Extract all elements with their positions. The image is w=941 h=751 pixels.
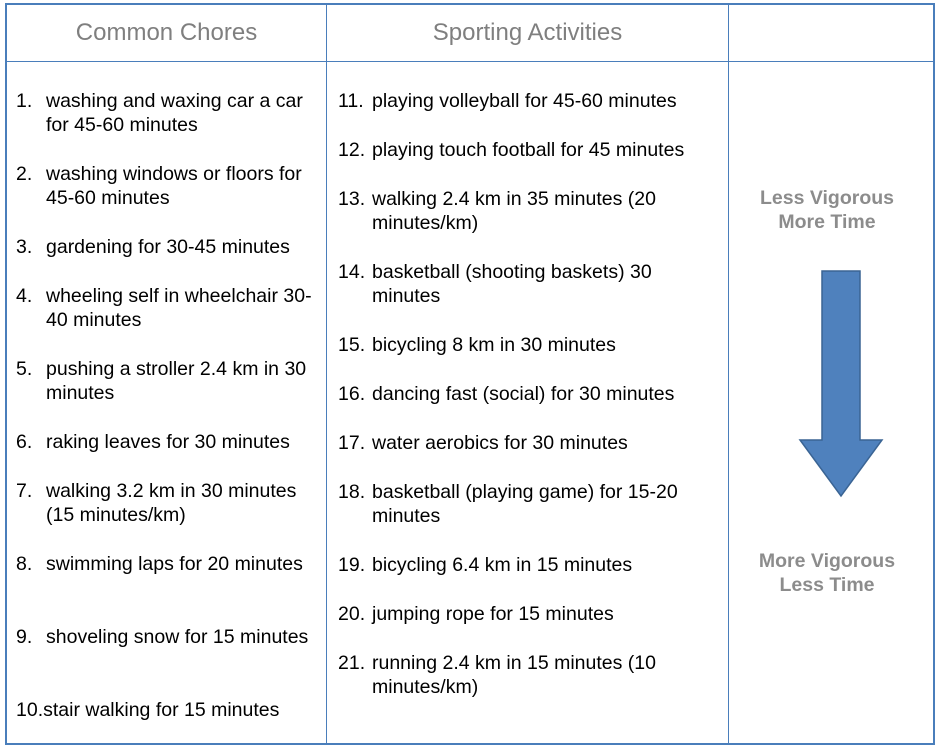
less-vigorous-label: Less Vigorous — [759, 187, 894, 209]
header-sporting-activities: Sporting Activities — [432, 19, 623, 46]
item-number: 19. — [338, 554, 366, 576]
column-divider — [728, 5, 729, 743]
item-text: wheeling self in wheelchair 30-40 minutes — [46, 285, 312, 331]
column-divider — [326, 5, 327, 743]
list-item — [16, 357, 316, 405]
list-item — [16, 162, 316, 210]
list-item — [338, 651, 692, 699]
item-number: 1. — [16, 90, 33, 112]
item-number: 5. — [16, 358, 33, 380]
list-item — [16, 698, 313, 722]
list-item — [16, 552, 316, 576]
item-number: 4. — [16, 285, 33, 307]
list-item — [338, 553, 716, 577]
item-number: 11. — [338, 90, 364, 112]
scale-top-label — [724, 186, 930, 234]
list-item — [16, 89, 316, 137]
list-item — [16, 235, 316, 259]
item-number: 13. — [338, 188, 366, 210]
item-text: gardening for 30-45 minutes — [46, 236, 290, 258]
item-text: walking 2.4 km in 35 minutes (20 minutes/km) — [372, 188, 656, 234]
item-text: walking 3.2 km in 30 minutes (15 minutes/km) — [46, 480, 297, 526]
list-item — [338, 187, 692, 235]
item-text: bicycling 8 km in 30 minutes — [372, 334, 616, 356]
item-number: 2. — [16, 163, 33, 185]
list-item — [338, 480, 712, 528]
item-number: 7. — [16, 480, 33, 502]
scale-bottom-label — [724, 549, 930, 597]
item-number: 6. — [16, 431, 33, 453]
item-text: running 2.4 km in 15 minutes (10 minutes/km) — [372, 652, 656, 698]
item-number: 17. — [338, 432, 366, 454]
more-time-label: More Time — [778, 211, 876, 233]
item-number: 10. — [16, 699, 44, 721]
item-number: 21. — [338, 652, 366, 674]
item-text: playing touch football for 45 minutes — [372, 139, 685, 161]
header-empty — [729, 5, 933, 61]
list-item — [338, 431, 716, 455]
item-text: stair walking for 15 minutes — [43, 699, 280, 721]
item-text: raking leaves for 30 minutes — [46, 431, 290, 453]
item-number: 3. — [16, 236, 33, 258]
list-item — [338, 89, 716, 113]
item-text: basketball (shooting baskets) 30 minutes — [372, 261, 652, 307]
less-time-label: Less Time — [779, 574, 875, 596]
list-item — [338, 260, 692, 308]
list-item — [338, 602, 716, 626]
item-text: washing windows or floors for 45-60 minutes — [46, 163, 302, 209]
list-item — [16, 625, 316, 649]
list-item — [16, 479, 322, 527]
item-text: dancing fast (social) for 30 minutes — [372, 383, 675, 405]
item-number: 15. — [338, 334, 366, 356]
item-text: bicycling 6.4 km in 15 minutes — [372, 554, 633, 576]
item-text: jumping rope for 15 minutes — [372, 603, 614, 625]
item-number: 9. — [16, 626, 33, 648]
item-text: shoveling snow for 15 minutes — [46, 626, 309, 648]
item-text: playing volleyball for 45-60 minutes — [372, 90, 677, 112]
item-number: 16. — [338, 383, 366, 405]
item-number: 18. — [338, 481, 366, 503]
item-text: basketball (playing game) for 15-20 minutes — [372, 481, 678, 527]
item-text: water aerobics for 30 minutes — [372, 432, 628, 454]
list-item — [338, 138, 716, 162]
list-item — [16, 430, 316, 454]
item-text: washing and waxing car a car for 45-60 minutes — [46, 90, 303, 136]
item-number: 8. — [16, 553, 33, 575]
item-number: 12. — [338, 139, 366, 161]
more-vigorous-label: More Vigorous — [758, 550, 896, 572]
header-divider — [7, 61, 933, 62]
item-number: 20. — [338, 603, 366, 625]
list-item — [338, 382, 716, 406]
down-arrow-icon — [796, 270, 886, 500]
list-item — [338, 333, 716, 357]
item-text: pushing a stroller 2.4 km in 30 minutes — [46, 358, 307, 404]
header-common-chores: Common Chores — [75, 19, 258, 46]
item-number: 14. — [338, 261, 366, 283]
item-text: swimming laps for 20 minutes — [46, 553, 303, 575]
list-item — [16, 284, 316, 332]
